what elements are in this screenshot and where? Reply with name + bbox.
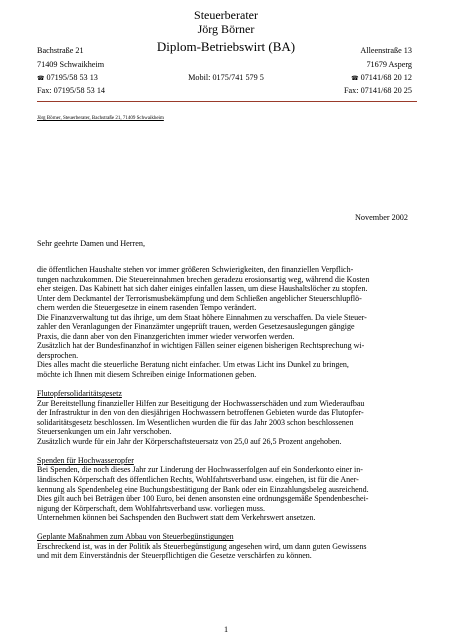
letterhead-title-degree: Diplom-Betriebswirt (BA) bbox=[156, 39, 296, 54]
body-line: möchte ich Ihnen mit diesem Schreiben einige Informationen geben. bbox=[37, 370, 257, 380]
telephone-icon: ☎ bbox=[37, 76, 45, 82]
body-line: dersprochen. bbox=[37, 350, 79, 360]
section-heading-flutopfer: Flutopfersolidaritätsgesetz bbox=[37, 389, 122, 399]
page-number: 1 bbox=[223, 625, 229, 634]
body-line: und mit dem Einverständnis der Steuerpflichtigen die Gesetze verschärfen zu können. bbox=[37, 551, 312, 561]
telephone-icon: ☎ bbox=[351, 76, 359, 82]
section-heading-massnahmen: Geplante Maßnahmen zum Abbau von Steuerbegünstigungen bbox=[37, 532, 234, 542]
body-line: nigung der Körperschaft, dem Wohlfahrtsverband usw. vorliegen muss. bbox=[37, 503, 265, 513]
letter-date: November 2002 bbox=[355, 213, 408, 222]
body-line: Die Finanzverwaltung tut das ihrige, um dem Staat höhere Einnahmen zu verschaffen. Da viele Steuer- bbox=[37, 312, 367, 322]
sender-return-line: Jörg Börner, Steuerberater, Bachstraße 21, 71409 Schwaikheim bbox=[37, 116, 164, 121]
body-line: Unter dem Deckmantel der Terrorismusbekämpfung und dem Schließen angeblicher Steuerschlupflö- bbox=[37, 293, 362, 303]
body-line: chern werden die Steuergesetze in einem rasenden Tempo verändert. bbox=[37, 303, 257, 313]
left-address-street: Bachstraße 21 bbox=[37, 46, 84, 55]
body-line: Dies alles macht die steuerliche Beratung nicht einfacher. Um etwas Licht ins Dunkel zu bringen, bbox=[37, 360, 349, 370]
body-line: die öffentlichen Haushalte stehen vor immer größeren Schwierigkeiten, den finanziellen Verpflich- bbox=[37, 265, 354, 274]
body-line: der Infrastruktur in den von den diesjährigen Hochwassern betroffenen Gebieten wurde das Flutopfer- bbox=[37, 408, 364, 418]
salutation: Sehr geehrte Damen und Herren, bbox=[37, 239, 145, 248]
body-line: eher steigen. Das Kabinett hat sich daher einiges einfallen lassen, um diese Haushaltslöcher zu stopfen. bbox=[37, 284, 368, 294]
body-line: Dies gilt auch bei Beträgen über 100 Euro, bei denen ansonsten eine ordnungsgemäße Spendenbeschei- bbox=[37, 494, 369, 504]
right-address-phone bbox=[351, 73, 412, 84]
letter-body bbox=[37, 265, 418, 561]
right-address-city: 71679 Asperg bbox=[366, 60, 412, 69]
left-address-city: 71409 Schwaikheim bbox=[37, 60, 105, 69]
body-line: solidaritätsgesetz beschlossen. Im Wesentlichen wurden die für das Jahr 2003 schon beschlossenen bbox=[37, 417, 354, 427]
right-address-street: Alleenstraße 13 bbox=[360, 46, 412, 55]
body-line: zahler den Veranlagungen der Finanzämter ungeprüft trauen, werden Gesetzesauslegungen gängige bbox=[37, 322, 355, 332]
body-line: kennung als Spendenbeleg eine Buchungsbestätigung der Bank oder ein Einzahlungsbeleg ausreichend. bbox=[37, 484, 369, 494]
body-line: Erschreckend ist, was in der Politik als Steuerbegünstigung angesehen wird, um dann guten Gewissens bbox=[37, 541, 367, 551]
body-line: Unternehmen können bei Sachspenden den Buchwert statt dem Verkehrswert ansetzen. bbox=[37, 513, 316, 523]
right-phone-number: 07141/68 20 12 bbox=[360, 73, 412, 82]
body-line: tungen nachzukommen. Die Steuereinnahmen brechen geradezu erosionsartig weg, während die Kosten bbox=[37, 274, 370, 284]
letterhead-title-name: Jörg Börner bbox=[197, 22, 255, 36]
mobile-number: Mobil: 0175/741 579 5 bbox=[188, 73, 264, 82]
letterhead-divider bbox=[37, 101, 417, 102]
body-line: Steuersenkungen um ein Jahr verschoben. bbox=[37, 427, 172, 437]
letterhead-title-profession: Steuerberater bbox=[194, 8, 258, 22]
body-line: Zur Bereitstellung finanzieller Hilfen zur Beseitigung der Hochwasserschäden und zum Wiederaufbau bbox=[37, 398, 365, 408]
left-phone-number: 07195/58 53 13 bbox=[46, 73, 98, 82]
body-line: ländischen Körperschaft des öffentlichen Rechts, Wohlfahrtsverband usw. eingehen, ist für die Aner- bbox=[37, 475, 359, 485]
left-address-fax: Fax: 07195/58 53 14 bbox=[37, 86, 106, 95]
body-line: Zusätzlich hat der Bundesfinanzhof in wichtigen Fällen seiner eigenen bisherigen Rechtsprechung wi- bbox=[37, 341, 365, 351]
body-line: Zusätzlich wurde für ein Jahr der Körperschaftsteuersatz von 25,0 auf 26,5 Prozent angehoben. bbox=[37, 436, 342, 446]
right-address-fax: Fax: 07141/68 20 25 bbox=[343, 86, 412, 95]
body-line: Praxis, die dann aber von den Finanzgerichten immer wieder verworfen werden. bbox=[37, 331, 295, 341]
body-line: Bei Spenden, die noch dieses Jahr zur Linderung der Hochwasserfolgen auf ein Sonderkonto einer in- bbox=[37, 465, 363, 475]
section-heading-spenden: Spenden für Hochwasseropfer bbox=[37, 455, 134, 465]
